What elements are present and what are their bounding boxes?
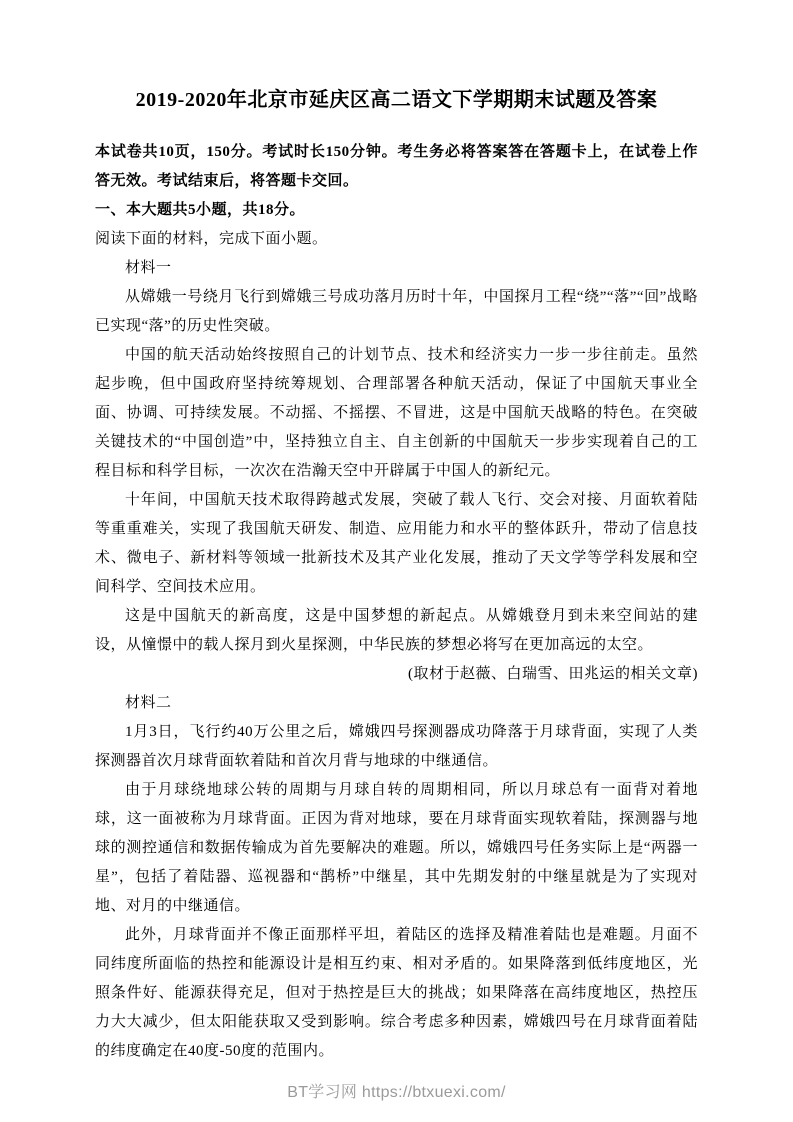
- material-one-paragraph-4: 这是中国航天的新高度，这是中国梦想的新起点。从嫦娥登月到未来空间站的建设，从憧憬中的载人探月到火星探测，中华民族的梦想必将写在更加高远的太空。: [95, 608, 698, 653]
- document-title: 2019-2020年北京市延庆区高二语文下学期期末试题及答案: [135, 89, 658, 111]
- section-heading: 一、本大题共5小题，共18分。: [95, 202, 306, 218]
- reading-instruction: 阅读下面的材料，完成下面小题。: [95, 231, 328, 247]
- material-two-paragraph-3: 此外，月球背面并不像正面那样平坦，着陆区的选择及精准着陆也是难题。月面不同纬度所面临的热控和能源设计是相互约束、相对矛盾的。如果降落到低纬度地区，光照条件好、能源获得充足，但对于热控是巨大的挑战；如果降落在高纬度地区，热控压力大大减少，但太阳能获取又受到影响。综合考虑多种因素，嫦娥四号在月球背面着陆的纬度确定在40度-50度的范围内。: [95, 927, 698, 1059]
- material-two-paragraph-2: 由于月球绕地球公转的周期与月球自转的周期相同，所以月球总有一面背对着地球，这一面被称为月球背面。正因为背对地球，要在月球背面实现软着陆，探测器与地球的测控通信和数据传输成为首先要解决的难题。所以，嫦娥四号任务实际上是“两器一星”，包括了着陆器、巡视器和“鹊桥”中继星，其中先期发射的中继星就是为了实现对地、对月的中继通信。: [95, 782, 698, 914]
- footer-watermark: BT学习网 https://btxuexi.com/: [287, 1084, 506, 1101]
- material-one-paragraph-3: 十年间，中国航天技术取得跨越式发展，突破了载人飞行、交会对接、月面软着陆等重重难关，实现了我国航天研发、制造、应用能力和水平的整体跃升，带动了信息技术、微电子、新材料等领域一批新技术及其产业化发展，推动了天文学等学科发展和空间科学、空间技术应用。: [95, 492, 698, 595]
- material-two-paragraph-1: 1月3日，飞行约40万公里之后，嫦娥四号探测器成功降落于月球背面，实现了人类探测器首次月球背面软着陆和首次月背与地球的中继通信。: [95, 724, 698, 769]
- material-one-attribution: (取材于赵薇、白瑞雪、田兆运的相关文章): [408, 666, 698, 682]
- material-one-paragraph-2: 中国的航天活动始终按照自己的计划节点、技术和经济实力一步一步往前走。虽然起步晚，但中国政府坚持统筹规划、合理部署各种航天活动，保证了中国航天事业全面、协调、可持续发展。不动摇、不摇摆、不冒进，这是中国航天战略的特色。在突破关键技术的“中国创造”中，坚持独立自主、自主创新的中国航天一步步实现着自己的工程目标和科学目标，一次次在浩瀚天空中开辟属于中国人的新纪元。: [95, 347, 698, 479]
- material-one-label: 材料一: [125, 260, 172, 276]
- material-two-label: 材料二: [125, 695, 172, 711]
- exam-notice: 本试卷共10页，150分。考试时长150分钟。考生务必将答案答在答题卡上，在试卷上作答无效。考试结束后，将答题卡交回。: [95, 144, 698, 189]
- material-one-paragraph-1: 从嫦娥一号绕月飞行到嫦娥三号成功落月历时十年，中国探月工程“绕”“落”“回”战略已实现“落”的历史性突破。: [95, 289, 698, 334]
